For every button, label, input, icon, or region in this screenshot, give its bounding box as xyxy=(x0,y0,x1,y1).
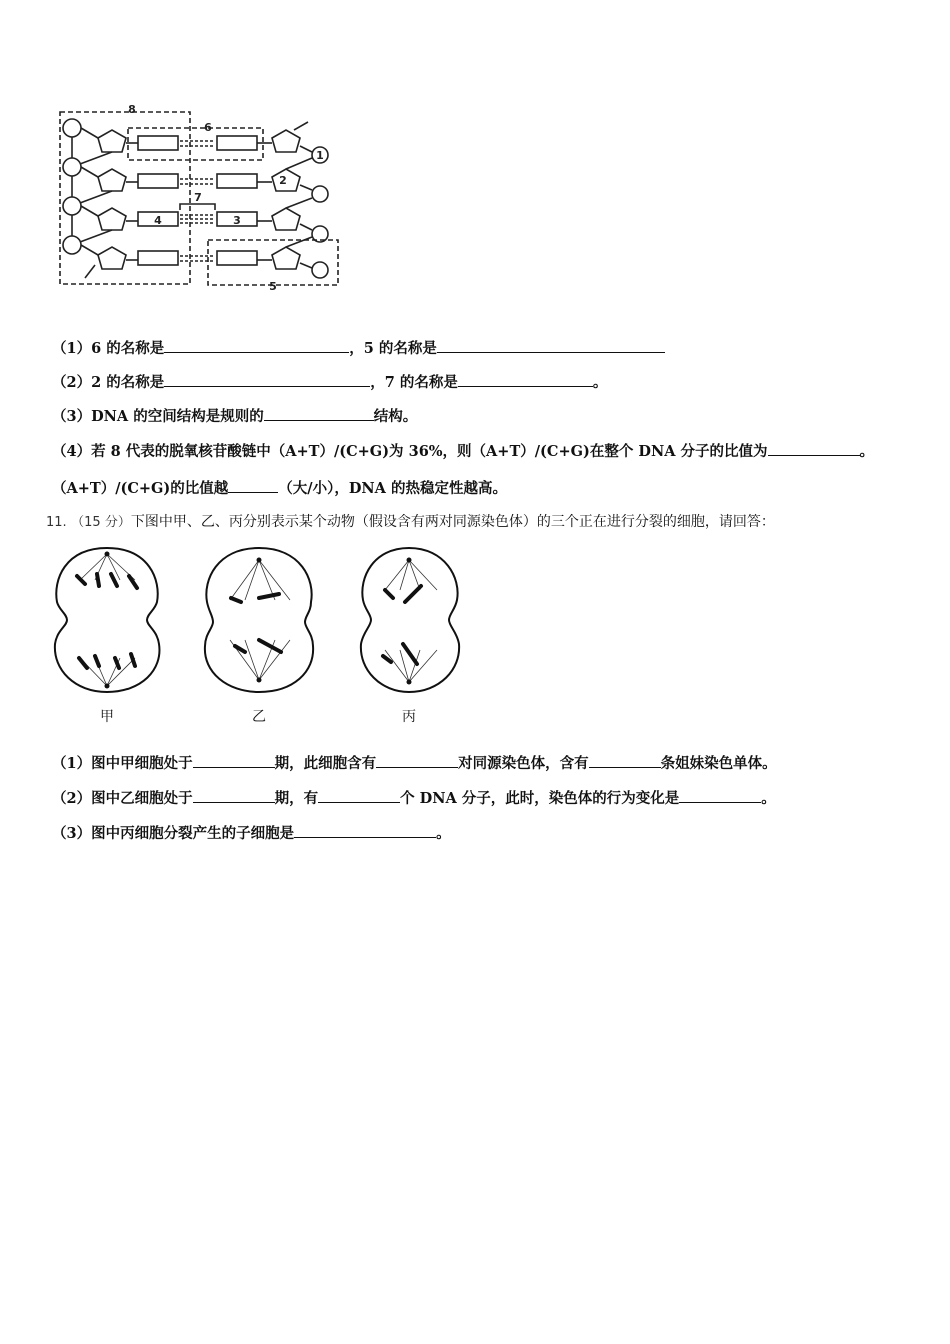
q11-line-2: （2）图中乙细胞处于 期，有 个 DNA 分子，此时，染色体的行为变化是 。 xyxy=(52,790,776,807)
caption-yi: 乙 xyxy=(252,709,266,725)
label-4: 4 xyxy=(154,214,162,227)
answer-blank[interactable] xyxy=(679,788,761,803)
dna-structure-figure xyxy=(50,100,350,295)
answer-blank[interactable] xyxy=(193,753,275,768)
label-3: 3 xyxy=(233,214,241,227)
answer-blank[interactable] xyxy=(768,441,860,456)
q10-line-4: （4）若 8 代表的脱氧核苷酸链中（A+T）/(C+G)为 36%，则（A+T）/(C+G)在整个 DNA 分子的比值为 。 xyxy=(52,443,875,460)
caption-jia: 甲 xyxy=(100,709,114,725)
cell-yi xyxy=(205,548,313,692)
answer-blank[interactable] xyxy=(294,823,436,838)
label-1: 1 xyxy=(316,149,324,162)
answer-blank[interactable] xyxy=(437,338,665,353)
label-8: 8 xyxy=(128,103,136,116)
q10-line-3: （3）DNA 的空间结构是规则的 结构。 xyxy=(52,408,418,425)
answer-blank[interactable] xyxy=(164,372,370,387)
q10-line-2: （2）2 的名称是 ，7 的名称是 。 xyxy=(52,374,608,391)
q10-line-5: （A+T）/(C+G)的比值越 （大/小），DNA 的热稳定性越高。 xyxy=(52,480,507,497)
question-text: 下图中甲、乙、丙分别表示某个动物（假设含有两对同源染色体）的三个正在进行分裂的细胞，请回答： xyxy=(130,514,775,530)
answer-blank[interactable] xyxy=(589,753,661,768)
label-2: 2 xyxy=(279,174,287,187)
cell-jia xyxy=(55,548,160,692)
answer-blank[interactable] xyxy=(264,406,374,421)
question-score: （15 分） xyxy=(71,515,131,530)
label-5: 5 xyxy=(269,280,277,293)
q10-line-1: （1）6 的名称是 ，5 的名称是 xyxy=(52,337,665,358)
caption-bing: 丙 xyxy=(402,709,416,725)
label-6: 6 xyxy=(204,121,212,134)
cell-division-figure xyxy=(45,540,475,700)
cell-bing xyxy=(361,548,459,692)
answer-blank[interactable] xyxy=(318,788,400,803)
question-number: 11. xyxy=(46,515,67,530)
q11-stem xyxy=(46,511,775,531)
answer-blank[interactable] xyxy=(376,753,458,768)
label-7: 7 xyxy=(194,191,202,204)
q11-line-3: （3）图中丙细胞分裂产生的子细胞是 。 xyxy=(52,825,451,842)
answer-blank[interactable] xyxy=(193,788,275,803)
dna-box-6 xyxy=(128,128,263,160)
answer-blank[interactable] xyxy=(228,478,278,493)
answer-blank[interactable] xyxy=(164,338,349,353)
answer-blank[interactable] xyxy=(458,372,593,387)
q11-line-1: （1）图中甲细胞处于 期，此细胞含有 对同源染色体，含有 条姐妹染色单体。 xyxy=(52,755,777,772)
